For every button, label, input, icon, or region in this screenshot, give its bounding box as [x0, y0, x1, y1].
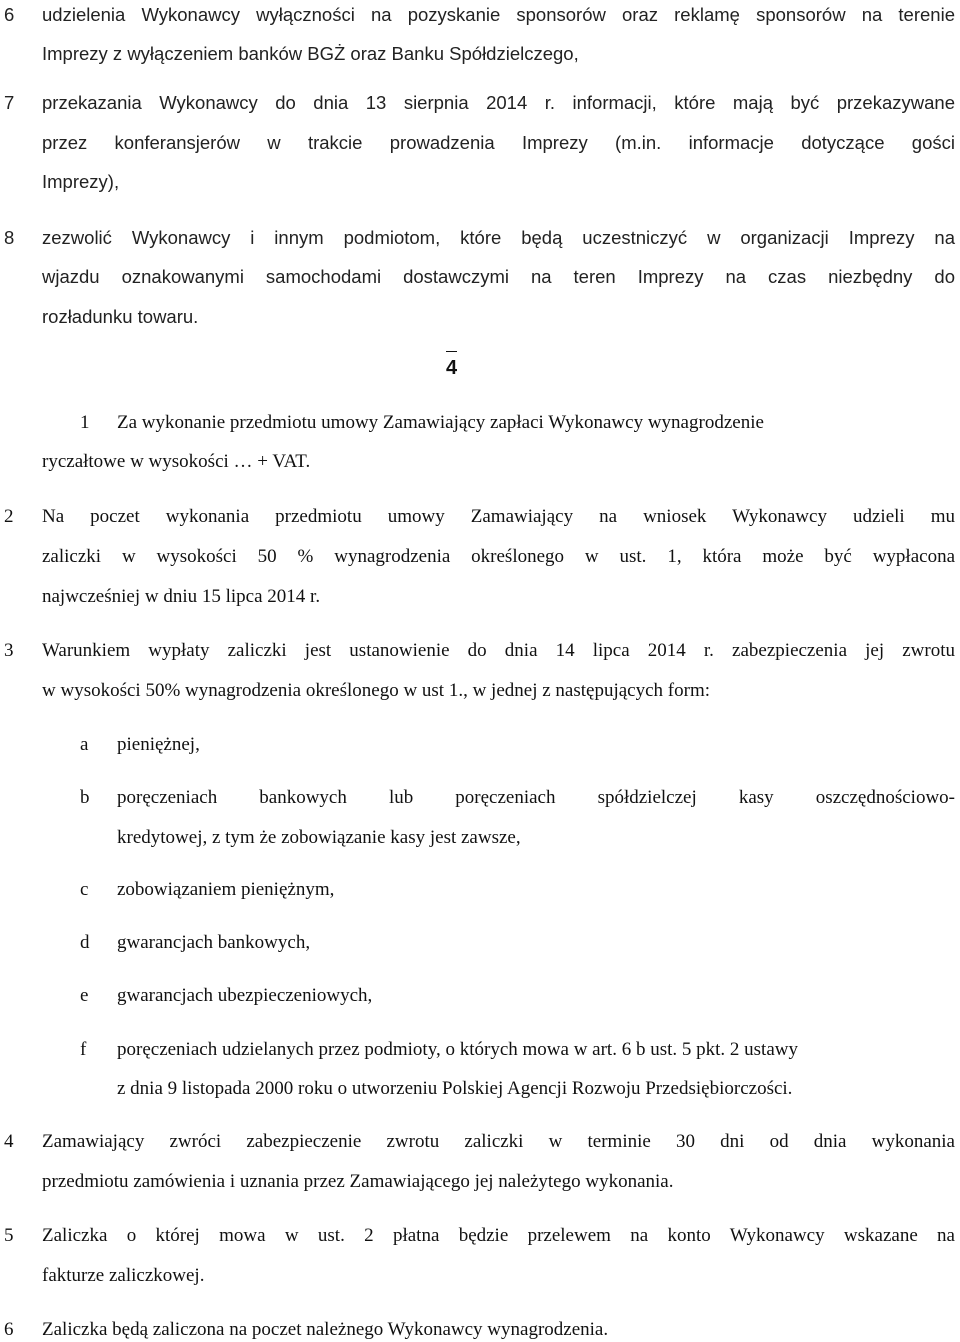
item-text-line: Imprezy),	[42, 171, 120, 192]
form-text-line: zobowiązaniem pieniężnym,	[117, 879, 335, 900]
paragraph-text-line: Zamawiający zwróci zabezpieczenie zwrotu zaliczki w terminie 30 dni od dnia wykonania	[42, 1131, 955, 1152]
form-letter: f	[80, 1039, 87, 1060]
section-number: 4	[446, 357, 458, 379]
paragraph-text-line: zaliczki w wysokości 50 % wynagrodzenia określonego w ust. 1, która może być wypłacona	[42, 546, 955, 567]
form-letter: b	[80, 787, 90, 808]
section-heading	[446, 357, 457, 380]
form-text-line: pieniężnej,	[117, 734, 200, 755]
item-text-line: wjazdu oznakowanymi samochodami dostawczymi na teren Imprezy na czas niezbędny do	[42, 266, 955, 287]
form-text-line: poręczeniach bankowych lub poręczeniach spółdzielczej kasy oszczędnościowo-	[117, 787, 955, 808]
paragraph-text-line: Warunkiem wypłaty zaliczki jest ustanowienie do dnia 14 lipca 2014 r. zabezpieczenia jej zwrotu	[42, 640, 955, 661]
form-letter: c	[80, 879, 89, 900]
form-letter: a	[80, 734, 89, 755]
item-number: 7	[4, 92, 15, 113]
item-number: 8	[4, 227, 15, 248]
form-letter: e	[80, 985, 89, 1006]
paragraph-text-line: Zaliczka będą zaliczona na poczet należnego Wykonawcy wynagrodzenia.	[42, 1319, 609, 1340]
paragraph-text-line: w wysokości 50% wynagrodzenia określonego w ust 1., w jednej z następujących form:	[42, 680, 710, 701]
form-text-line: z dnia 9 listopada 2000 roku o utworzeniu Polskiej Agencji Rozwoju Przedsiębiorczości.	[117, 1078, 793, 1099]
item-text-line: przez konferansjerów w trakcie prowadzenia Imprezy (m.in. informacje dotyczące gości	[42, 132, 955, 153]
paragraph-number: 3	[4, 640, 14, 661]
item-text-line: przekazania Wykonawcy do dnia 13 sierpnia 2014 r. informacji, które mają być przekazywane	[42, 92, 955, 113]
paragraph-number: 6	[4, 1319, 14, 1340]
paragraph-text-line: Zaliczka o której mowa w ust. 2 płatna będzie przelewem na konto Wykonawcy wskazane na	[42, 1225, 955, 1246]
paragraph-text-line: Za wykonanie przedmiotu umowy Zamawiający zapłaci Wykonawcy wynagrodzenie	[117, 412, 764, 433]
section-overline	[446, 351, 457, 352]
form-text-line: poręczeniach udzielanych przez podmioty, o których mowa w art. 6 b ust. 5 pkt. 2 ustawy	[117, 1039, 798, 1060]
item-text-line: zezwolić Wykonawcy i innym podmiotom, które będą uczestniczyć w organizacji Imprezy na	[42, 227, 955, 248]
item-text-line: Imprezy z wyłączeniem banków BGŻ oraz Banku Spółdzielczego,	[42, 43, 579, 64]
paragraph-text-line: przedmiotu zamówienia i uznania przez Zamawiającego jej należytego wykonania.	[42, 1171, 674, 1192]
paragraph-number: 4	[4, 1131, 14, 1152]
paragraph-number: 1	[80, 412, 90, 433]
paragraph-text-line: ryczałtowe w wysokości … + VAT.	[42, 451, 311, 472]
paragraph-number: 2	[4, 506, 14, 527]
paragraph-number: 5	[4, 1225, 14, 1246]
form-text-line: gwarancjach ubezpieczeniowych,	[117, 985, 373, 1006]
form-text-line: kredytowej, z tym że zobowiązanie kasy jest zawsze,	[117, 827, 521, 848]
paragraph-text-line: fakturze zaliczkowej.	[42, 1265, 205, 1286]
item-number: 6	[4, 4, 15, 25]
form-letter: d	[80, 932, 90, 953]
item-text-line: rozładunku towaru.	[42, 306, 199, 327]
paragraph-text-line: najwcześniej w dniu 15 lipca 2014 r.	[42, 586, 321, 607]
paragraph-text-line: Na poczet wykonania przedmiotu umowy Zamawiający na wniosek Wykonawcy udzieli mu	[42, 506, 955, 527]
form-text-line: gwarancjach bankowych,	[117, 932, 311, 953]
item-text-line: udzielenia Wykonawcy wyłączności na pozyskanie sponsorów oraz reklamę sponsorów na terenie	[42, 4, 955, 25]
